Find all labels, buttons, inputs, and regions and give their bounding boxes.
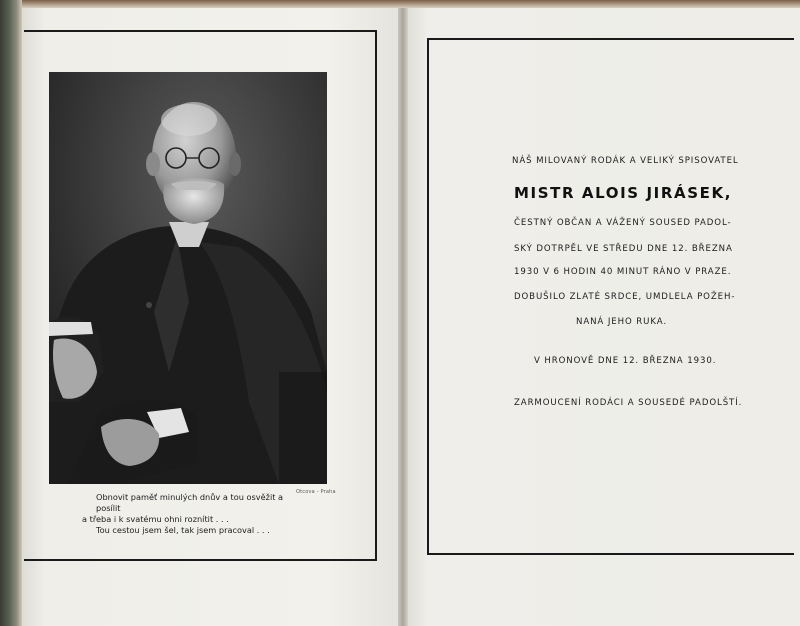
notice-body-line: SKÝ DOTRPĚL VE STŘEDU DNE 12. BŘEZNA [514, 244, 733, 254]
book-spine [0, 0, 22, 626]
caption-line-1: Obnovit paměť minulých dnův a tou osvěžit a posílit [96, 492, 284, 513]
notice-body-line: DOBUŠILO ZLATÉ SRDCE, UMDLELA POŽEH- [514, 292, 736, 302]
caption-line-3: Tou cestou jsem šel, tak jsem pracoval . . . [96, 525, 270, 535]
notice-body-line: ČESTNÝ OBČAN A VÁŽENÝ SOUSED PADOL- [514, 218, 732, 228]
portrait-photograph [49, 72, 327, 484]
portrait-caption [66, 492, 306, 536]
caption-line-2: a třeba i k svatému ohni roznítit . . . [82, 514, 229, 524]
notice-body-line: NANÁ JEHO RUKA. [576, 317, 667, 327]
notice-intro: NÁŠ MILOVANÝ RODÁK A VELIKÝ SPISOVATEL [512, 156, 739, 166]
notice-body-line: 1930 V 6 HODIN 40 MINUT RÁNO V PRAZE. [514, 267, 732, 277]
page-top-edge [22, 0, 800, 8]
photo-credit: Otcova - Praha [296, 489, 336, 495]
notice-place-date: V HRONOVĚ DNE 12. BŘEZNA 1930. [534, 356, 717, 366]
book-gutter [398, 0, 408, 626]
notice-name: MISTR ALOIS JIRÁSEK, [514, 184, 732, 202]
notice-signature: ZARMOUCENÍ RODÁCI A SOUSEDÉ PADOLŠTÍ. [514, 398, 743, 408]
portrait-figure [49, 72, 327, 484]
